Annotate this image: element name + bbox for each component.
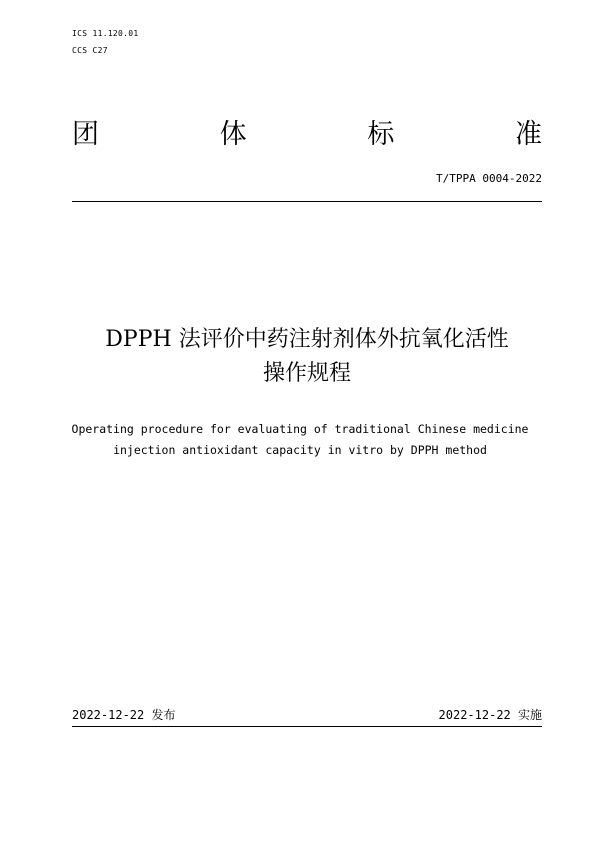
implementation-date: 2022-12-22 实施 [438,708,542,722]
chinese-title-line-2: 操作规程 [262,361,351,386]
issue-date: 2022-12-22 发布 [72,708,176,722]
ccs-code: CCS C27 [72,46,108,55]
standard-number: T/TPPA 0004-2022 [436,172,542,185]
standard-type-char: 准 [514,119,542,150]
english-title-line-2: injection antioxidant capacity in vitro by DPPH method [113,443,487,457]
standard-type-char: 体 [219,119,247,150]
chinese-title-line-1: DPPH 法评价中药注射剂体外抗氧化活性 [105,327,509,352]
standard-type-char: 标 [367,119,395,150]
top-divider [72,201,542,202]
english-title-line-1: Operating procedure for evaluating of traditional Chinese medicine [71,422,529,436]
bottom-divider [72,726,542,727]
ics-code: ICS 11.120.01 [72,29,139,38]
standard-type-heading [72,118,542,152]
standard-type-char: 团 [72,119,99,150]
